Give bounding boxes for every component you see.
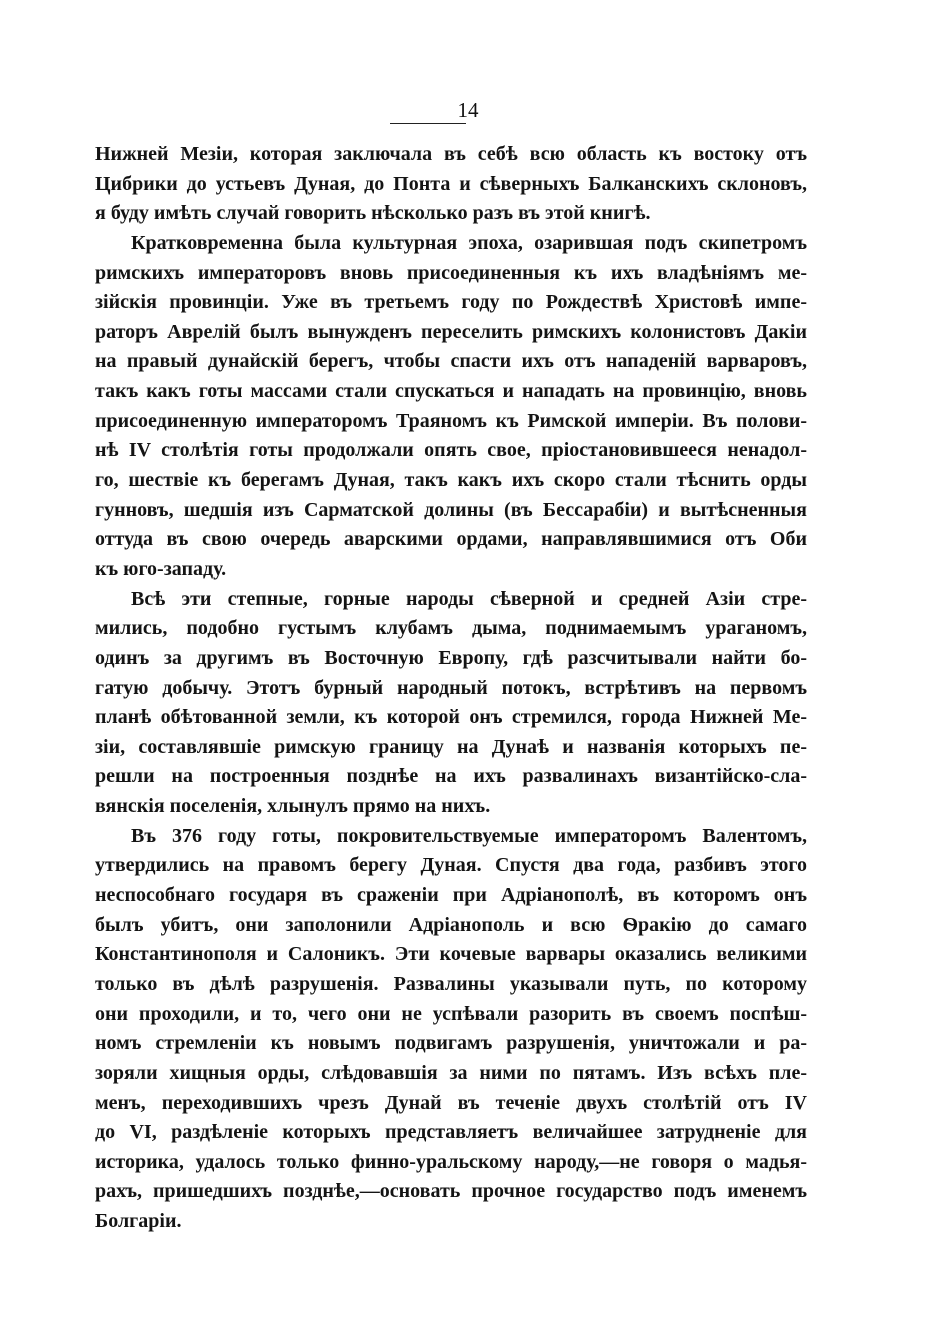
text-line: Константинополя и Салоникъ. Эти кочевые варвары оказались великими — [95, 943, 807, 966]
text-line: утвердились на правомъ берегу Дуная. Спустя два года, разбивъ этого — [95, 854, 807, 877]
text-line: зоряли хищныя орды, слѣдовавшія за ними по пятамъ. Изъ всѣхъ пле- — [95, 1061, 807, 1084]
text-line: Цибрики до устьевъ Дуная, до Понта и сѣверныхъ Балканскихъ склоновъ, — [95, 172, 807, 195]
text-line: вянскія поселенія, хлынулъ прямо на нихъ. — [95, 795, 491, 818]
paragraph — [95, 140, 807, 229]
text-line: зіи, составлявшіе римскую границу на Дунаѣ и названія которыхъ пе- — [95, 735, 807, 758]
text-line: до VI, раздѣленіе которыхъ представляетъ величайшее затрудненіе для — [95, 1121, 807, 1144]
text-line: оттуда въ свою очередь аварскими ордами, направлявшимися отъ Оби — [95, 528, 807, 551]
text-line: Всѣ эти степные, горные народы сѣверной и средней Азіи стре- — [131, 587, 807, 610]
paragraph — [95, 229, 807, 585]
text-line: планѣ обѣтованной земли, къ которой онъ стремился, города Нижней Ме- — [95, 706, 807, 729]
text-line: римскихъ императоровъ вновь присоединенныя къ ихъ владѣніямъ ме- — [95, 261, 807, 284]
header-rule — [390, 123, 466, 124]
text-line: Въ 376 году готы, покровительствуемые императоромъ Валентомъ, — [131, 824, 807, 847]
text-line: присоединенную императоромъ Траяномъ къ Римской имперіи. Въ полови- — [95, 409, 807, 432]
text-line: Нижней Мезіи, которая заключала въ себѣ всю область къ востоку отъ — [95, 143, 807, 165]
text-line: зійскія провинціи. Уже въ третьемъ году по Рождествѣ Христовѣ импе- — [95, 291, 807, 314]
text-line: гунновъ, шедшія изъ Сарматской долины (въ Бессарабіи) и вытѣсненныя — [95, 498, 807, 521]
text-line: решли на построенныя позднѣе на ихъ развалинахъ византійско-сла- — [95, 765, 807, 788]
text-line: го, шествіе къ берегамъ Дуная, такъ какъ ихъ скоро стали тѣснить орды — [95, 469, 807, 492]
text-line: рахъ, пришедшихъ позднѣе,—основать прочное государство подъ именемъ — [95, 1180, 807, 1203]
text-line: Болгаріи. — [95, 1210, 182, 1233]
text-line: гатую добычу. Этотъ бурный народный потокъ, встрѣтивъ на первомъ — [95, 676, 807, 699]
text-line: Кратковременна была культурная эпоха, озарившая подъ скипетромъ — [131, 231, 807, 254]
text-line: къ юго-западу. — [95, 557, 227, 580]
text-line: раторъ Аврелій былъ вынужденъ переселить римскихъ колонистовъ Дакіи — [95, 320, 807, 343]
text-line: такъ какъ готы массами стали спускаться и нападать на провинцію, вновь — [95, 380, 807, 403]
text-line: на правый дунайскій берегъ, чтобы спасти ихъ отъ нападеній варваровъ, — [95, 350, 807, 373]
text-line: мились, подобно густымъ клубамъ дыма, поднимаемымъ ураганомъ, — [95, 617, 807, 640]
text-line: историка, удалось только финно-уральскому народу,—не говоря о мадья- — [95, 1150, 807, 1173]
paragraph — [95, 822, 807, 1237]
text-line: только въ дѣлѣ разрушенія. Развалины указывали путь, по которому — [95, 972, 807, 995]
text-line: я буду имѣть случай говорить нѣсколько разъ въ этой книгѣ. — [95, 202, 651, 225]
paragraph — [95, 585, 807, 822]
text-line: неспособнаго государя въ сраженіи при Адріанополѣ, въ которомъ онъ — [95, 884, 807, 907]
text-line: одинъ за другимъ въ Восточную Европу, гдѣ разсчитывали найти бо- — [95, 646, 807, 669]
text-line: они проходили, и то, чего они не успѣвали разорить въ своемъ поспѣш- — [95, 1002, 807, 1025]
body-text — [95, 140, 807, 1237]
text-line: менъ, переходившихъ чрезъ Дунай въ теченіе двухъ столѣтій отъ IV — [95, 1091, 807, 1114]
page-number: 14 — [457, 98, 479, 122]
text-line: номъ стремленіи къ новымъ подвигамъ разрушенія, уничтожали и ра- — [95, 1032, 807, 1055]
text-line: былъ убитъ, они заполонили Адріанополь и всю Ѳракію до самаго — [95, 913, 807, 936]
text-line: нѣ IV столѣтія готы продолжали опять свое, пріостановившееся ненадол- — [95, 439, 807, 462]
